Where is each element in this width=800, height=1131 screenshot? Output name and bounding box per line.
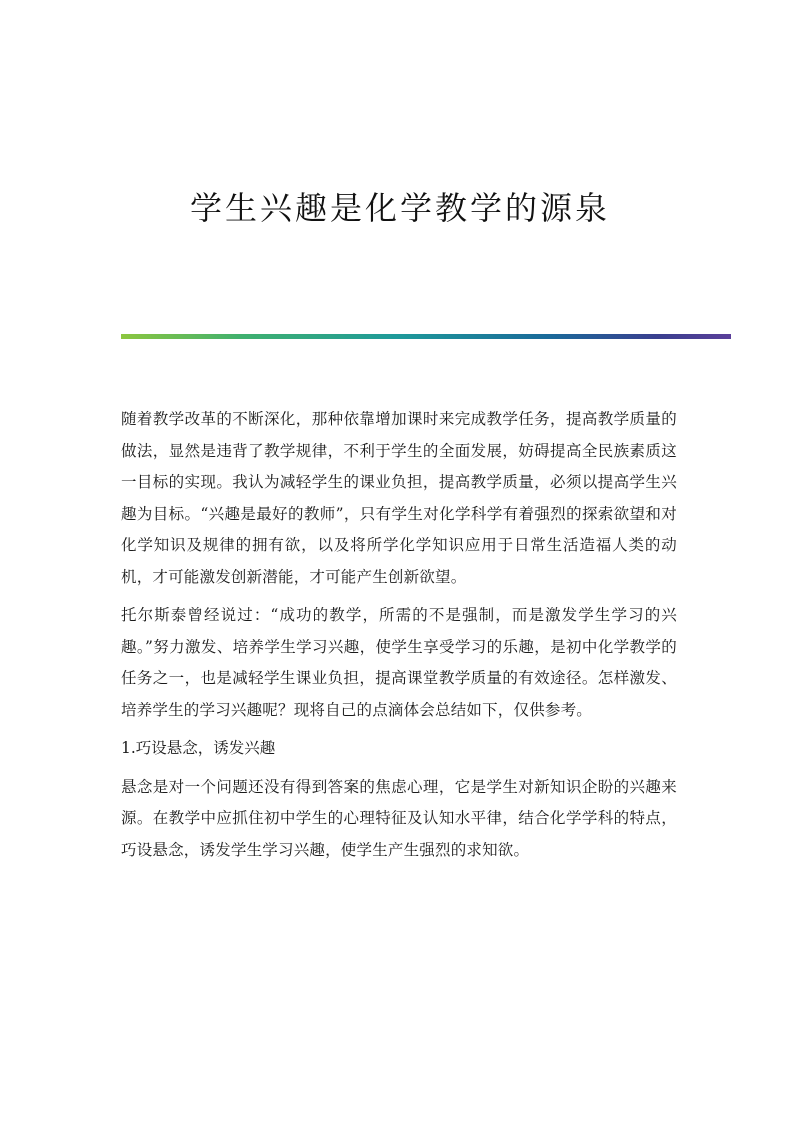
section-paragraph: 悬念是对一个问题还没有得到答案的焦虑心理，它是学生对新知识企盼的兴趣来源。在教学中应抓住初中学生的心理特征及认知水平律，结合化学学科的特点，巧设悬念，诱发学生学习兴趣，使学生产生强烈的求知欲。 (121, 777, 677, 859)
body-paragraph: 随着教学改革的不断深化，那种依靠增加课时来完成教学任务，提高教学质量的做法，显然是违背了教学规律，不利于学生的全面发展，妨碍提高全民族素质这一目标的实现。我认为减轻学生的课业负担，提高教学质量，必须以提高学生兴趣为目标。“兴趣是最好的教师”，只有学生对化学科学有着强烈的探索欲望和对化学知识及规律的拥有欲，以及将所学化学知识应用于日常生活造福人类的动机，才可能激发创新潜能，才可能产生创新欲望。 (121, 410, 677, 586)
document-body (121, 404, 677, 873)
section-heading: 1.巧设悬念，诱发兴趣 (121, 739, 276, 757)
title-divider (121, 334, 731, 339)
body-paragraph: 托尔斯泰曾经说过：“成功的教学，所需的不是强制，而是激发学生学习的兴趣。”努力激发、培养学生学习兴趣，使学生享受学习的乐趣，是初中化学教学的任务之一，也是减轻学生课业负担，提高课堂教学质量的有效途径。怎样激发、培养学生的学习兴趣呢？现将自己的点滴体会总结如下，仅供参考。 (121, 606, 677, 719)
document-title: 学生兴趣是化学教学的源泉 (189, 189, 610, 227)
